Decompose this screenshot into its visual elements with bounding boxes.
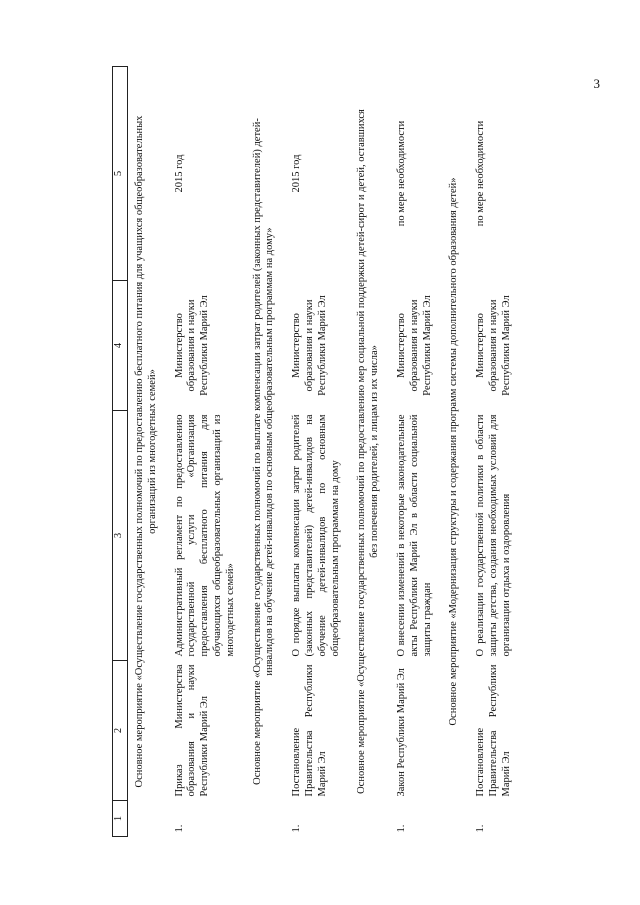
table-header-row bbox=[113, 67, 128, 837]
header-col-5: 5 bbox=[113, 67, 128, 281]
row-number: 1. bbox=[475, 824, 487, 833]
row-number: 1. bbox=[173, 824, 185, 833]
section-title: Основное мероприятие «Модернизация структуры и содержания программ системы дополнительного образования детей» bbox=[448, 177, 460, 726]
act-name: О внесении изменений в некоторые законодательные акты Республики Марий Эл в области социальной защиты граждан bbox=[395, 414, 433, 657]
executor: Министерство образования и науки Республики Марий Эл bbox=[475, 295, 512, 396]
header-col-1: 1 bbox=[113, 801, 128, 837]
act-type: Приказ Министерства образования и науки Республики Марий Эл bbox=[173, 664, 211, 797]
table-row bbox=[467, 67, 521, 837]
row-number: 1. bbox=[291, 824, 303, 833]
act-type: Закон Республики Марий Эл bbox=[395, 668, 407, 797]
table-row bbox=[388, 67, 442, 837]
section-title-row bbox=[442, 67, 467, 837]
table-row bbox=[283, 67, 350, 837]
table-row bbox=[166, 67, 246, 837]
term: 2015 год bbox=[173, 154, 185, 193]
executor: Министерство образования и науки Республики Марий Эл bbox=[173, 295, 211, 396]
act-type: Постановление Правительства Республики Марий Эл bbox=[475, 664, 512, 797]
measures-table bbox=[112, 66, 522, 837]
section-title-row bbox=[246, 67, 284, 837]
header-col-3: 3 bbox=[113, 411, 128, 661]
section-title: Основное мероприятие «Осуществление государственных полномочий по предоставлению мер социальной поддержки детей-сирот и детей, оставшихся без попечения родителей, и лицам из их числа» bbox=[356, 109, 381, 794]
act-name: О порядке выплаты компенсации затрат родителей (законных представителей) детей-инвалидов на обучение детей-инвалидов по основным общеобразовательным программам на дому bbox=[291, 414, 341, 657]
executor: Министерство образования и науки Республики Марий Эл bbox=[395, 295, 433, 396]
row-number: 1. bbox=[395, 824, 407, 833]
term: 2015 год bbox=[291, 154, 303, 193]
act-name: О реализации государственной политики в области защиты детства, создания необходимых условий для организации отдыха и оздоровления bbox=[475, 414, 512, 657]
term: по мере необходимости bbox=[395, 120, 407, 227]
act-name: Административный регламент по предоставлению государственной услуги «Организация предоставления бесплатного питания для обучающихся общеобразовательных организаций из многодетных семей» bbox=[173, 414, 236, 657]
section-title-row bbox=[350, 67, 388, 837]
section-title: Основное мероприятие «Осуществление государственных полномочий по предоставлению бесплатного питания для учащихся общеобразовательных организаций из многодетных семей» bbox=[134, 115, 158, 788]
rotated-page bbox=[112, 67, 542, 837]
section-title: Основное мероприятие «Осуществление государственных полномочий по выплате компенсации затрат родителей (законных представителей) детей-инвалидов на обучение детей-инвалидов по основным общеобразовательным программам на дому» bbox=[251, 118, 276, 785]
executor: Министерство образования и науки Республики Марий Эл bbox=[291, 295, 328, 396]
header-col-4: 4 bbox=[113, 281, 128, 411]
act-type: Постановление Правительства Республики Марий Эл bbox=[291, 664, 328, 797]
section-title-row bbox=[128, 67, 166, 837]
term: по мере необходимости bbox=[475, 120, 487, 227]
page-number: 3 bbox=[593, 76, 600, 91]
header-col-2: 2 bbox=[113, 661, 128, 801]
